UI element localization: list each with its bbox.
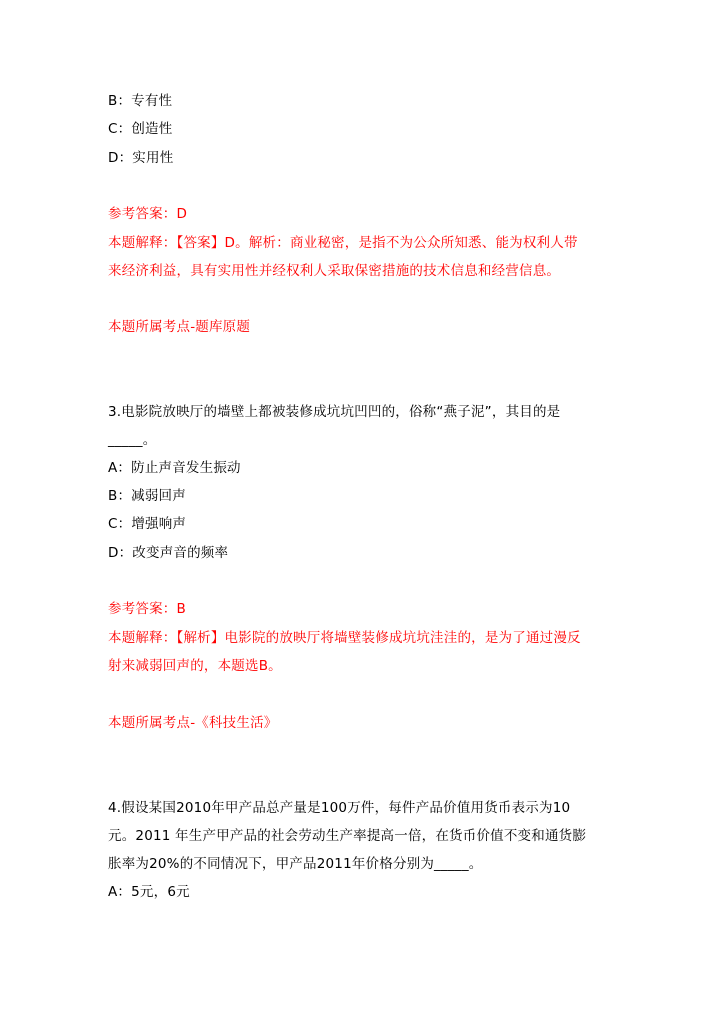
q3-stem-line-2: _____。 (108, 432, 157, 448)
q4-option-a: A：5元，6元 (108, 884, 190, 900)
q2-option-c: C：创造性 (108, 121, 173, 137)
q2-answer: 参考答案：D (108, 206, 188, 222)
q3-option-b: B：减弱回声 (108, 488, 186, 504)
q2-explanation-line-2: 来经济利益，具有实用性并经权利人采取保密措施的技术信息和经营信息。 (108, 263, 561, 279)
q4-stem-line-3: 胀率为20%的不同情况下，甲产品2011年价格分别为_____。 (108, 856, 483, 872)
q2-explanation-line-1: 本题解释：【答案】D。解析：商业秘密，是指不为公众所知悉、能为权利人带 (108, 235, 578, 251)
q2-topic: 本题所属考点-题库原题 (108, 319, 251, 335)
q4-stem-line-2: 元。2011 年生产甲产品的社会劳动生产率提高一倍，在货币价值不变和通货膨 (108, 828, 587, 844)
q2-option-d: D：实用性 (108, 150, 174, 166)
q3-option-c: C：增强响声 (108, 516, 187, 532)
q2-option-b: B：专有性 (108, 93, 173, 109)
q3-option-a: A：防止声音发生振动 (108, 460, 241, 476)
q3-explanation-line-1: 本题解释：【解析】电影院的放映厅将墙壁装修成坑坑洼洼的，是为了通过漫反 (108, 630, 581, 646)
q3-option-d: D：改变声音的频率 (108, 545, 229, 561)
q3-stem-line-1: 3.电影院放映厅的墙壁上都被装修成坑坑凹凹的，俗称“燕子泥”，其目的是 (108, 404, 561, 420)
q3-explanation-line-2: 射来减弱回声的，本题选B。 (108, 658, 282, 674)
q3-answer: 参考答案：B (108, 601, 186, 617)
q3-topic: 本题所属考点-《科技生活》 (108, 715, 278, 731)
q4-stem-line-1: 4.假设某国2010年甲产品总产量是100万件，每件产品价值用货币表示为10 (108, 800, 571, 816)
